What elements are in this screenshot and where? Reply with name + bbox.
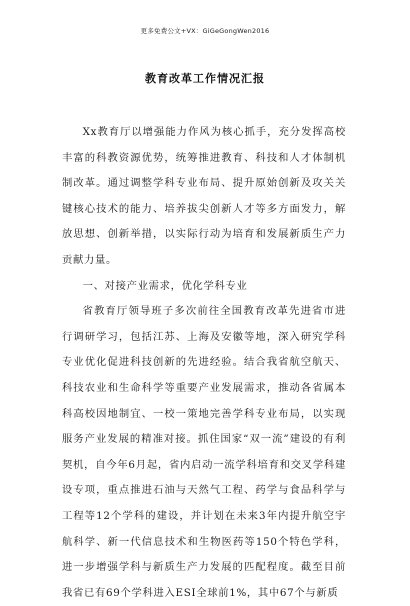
document-body: [62, 120, 346, 606]
intro-paragraph: Xx教育厅以增强能力作风为核心抓手，充分发挥高校丰富的科教资源优势，统筹推进教育、科技和人才体制机制改革。通过调整学科专业布局、提升原始创新及攻关关键核心技术的能力、培养拔尖创新人才等多方面发力，解放思想、创新举措，以实际行动为培育和发展新质生产力贡献力量。: [62, 126, 346, 266]
document-title: 教育改革工作情况汇报: [145, 72, 265, 85]
section-paragraph: 省教育厅领导班子多次前往全国教育改革先进省市进行调研学习，包括江苏、上海及安徽等地，深入研究学科专业优化促进科技创新的先进经验。结合我省航空航天、科技农业和生命科学等重要产业发展需求，推动各省属本科高校因地制宜、一校一策地完善学科专业布局，以实现服务产业发展的精准对接。抓住国家“双一流”建设的有利契机，自今年6月起，省内启动一流学科培育和交叉学科建设专项，重点推进石油与天然气工程、药学与食品科学与工程等12个学科的建设，并计划在未来3年内提升航空宇航科学、新一代信息技术和生物医药等150个特色学科，进一步增强学科与新质生产力发展的匹配程度。截至目前我省已有69个学科进入ESI全球前1%，其中67个与新质: [62, 305, 346, 599]
section-heading: 一、对接产业需求，优化学科专业: [82, 279, 248, 292]
header-note: 更多免费公文+VX：GiGeGongWen2016: [140, 27, 270, 35]
